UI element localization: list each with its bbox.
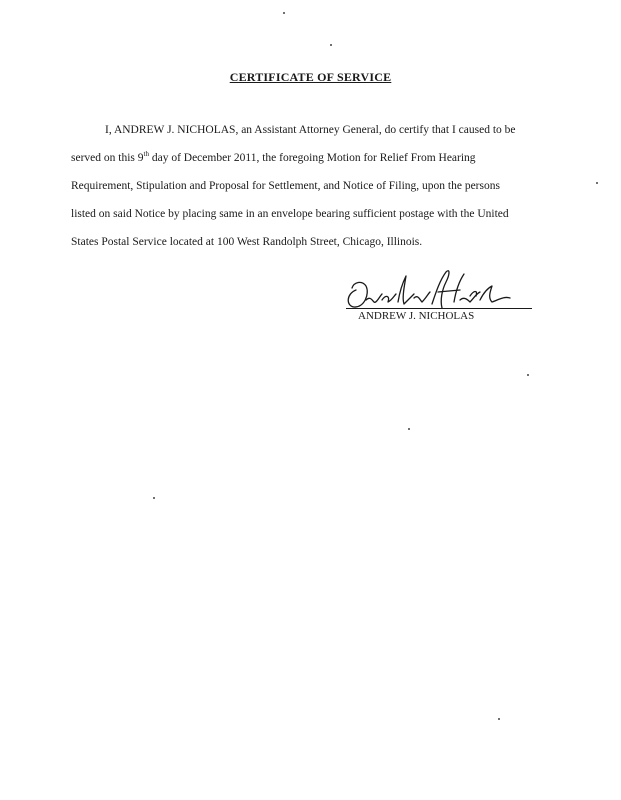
page-title: CERTIFICATE OF SERVICE bbox=[229, 70, 392, 84]
body-line-1: I, ANDREW J. NICHOLAS, an Assistant Attorney General, do certify that I caused to be bbox=[105, 124, 516, 136]
body-line-5: States Postal Service located at 100 West Randolph Street, Chicago, Illinois. bbox=[71, 236, 423, 248]
scan-speck bbox=[498, 718, 500, 720]
ordinal-suffix: th bbox=[143, 150, 149, 159]
body-line-2-end: day of December 2011, the foregoing Motion for Relief From Hearing bbox=[148, 152, 476, 164]
body-line-3: Requirement, Stipulation and Proposal for Settlement, and Notice of Filing, upon the persons bbox=[71, 180, 500, 192]
scan-speck bbox=[283, 12, 285, 14]
scan-speck bbox=[330, 44, 332, 46]
body-line-2 bbox=[71, 151, 476, 165]
scan-speck bbox=[408, 428, 410, 430]
scan-speck bbox=[527, 374, 529, 376]
signer-name: ANDREW J. NICHOLAS bbox=[358, 310, 475, 322]
scan-speck bbox=[596, 182, 598, 184]
body-line-4: listed on said Notice by placing same in an envelope bearing sufficient postage with the United bbox=[71, 208, 509, 220]
signature-line bbox=[346, 308, 532, 309]
body-line-2-start: served on this 9 bbox=[71, 152, 144, 164]
scan-speck bbox=[153, 497, 155, 499]
